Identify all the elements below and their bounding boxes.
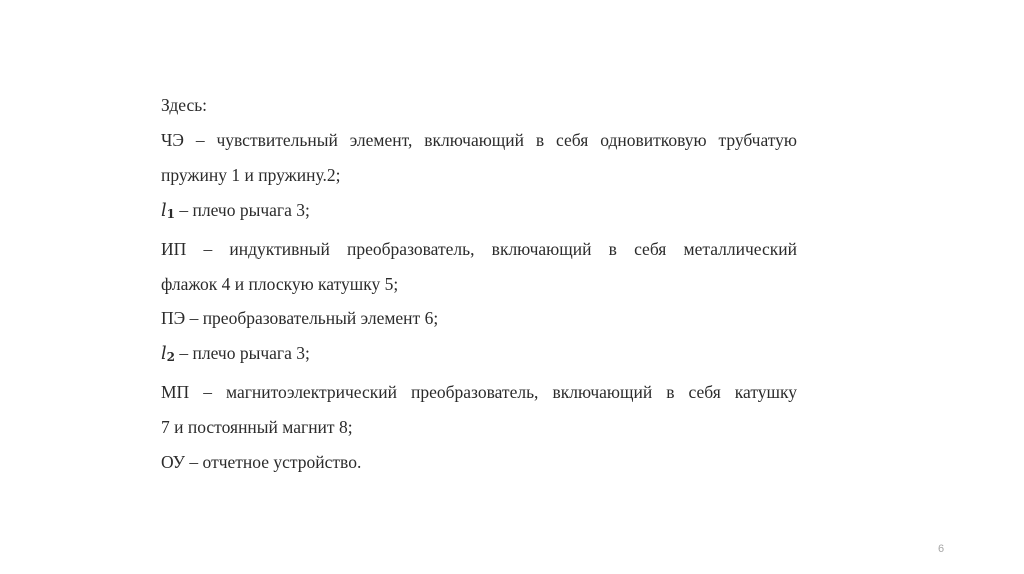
line-ou: ОУ – отчетное устройство.: [161, 452, 362, 473]
l1-text: – плечо рычага 3;: [174, 199, 310, 220]
line-l1: [161, 193, 797, 232]
line-pe: ПЭ – преобразовательный элемент 6;: [161, 308, 439, 329]
l1-subscript: 1: [166, 206, 175, 221]
l2-subscript: 2: [166, 350, 175, 365]
line-mp-2: 7 и постоянный магнит 8;: [161, 417, 353, 438]
l2-symbol: $l_2$: [161, 344, 175, 365]
line-ce-1: ЧЭ – чувствительный элемент, включающий в себя одновитковую трубчатую: [161, 129, 797, 150]
line-mp-1: МП – магнитоэлектрический преобразователь, включающий в себя катушку: [161, 382, 797, 403]
line-ip-1: ИП – индуктивный преобразователь, включающий в себя металлический: [161, 238, 797, 259]
line-l2: [161, 336, 797, 375]
line-ce-2: пружину 1 и пружину.2;: [161, 164, 341, 185]
line-here: Здесь:: [161, 95, 208, 115]
page-number: 6: [938, 543, 945, 555]
slide-body-text: [161, 88, 797, 480]
l2-text: – плечо рычага 3;: [174, 343, 310, 364]
line-ip-2: флажок 4 и плоскую катушку 5;: [161, 273, 399, 294]
l1-symbol: $l_1$: [161, 200, 175, 221]
